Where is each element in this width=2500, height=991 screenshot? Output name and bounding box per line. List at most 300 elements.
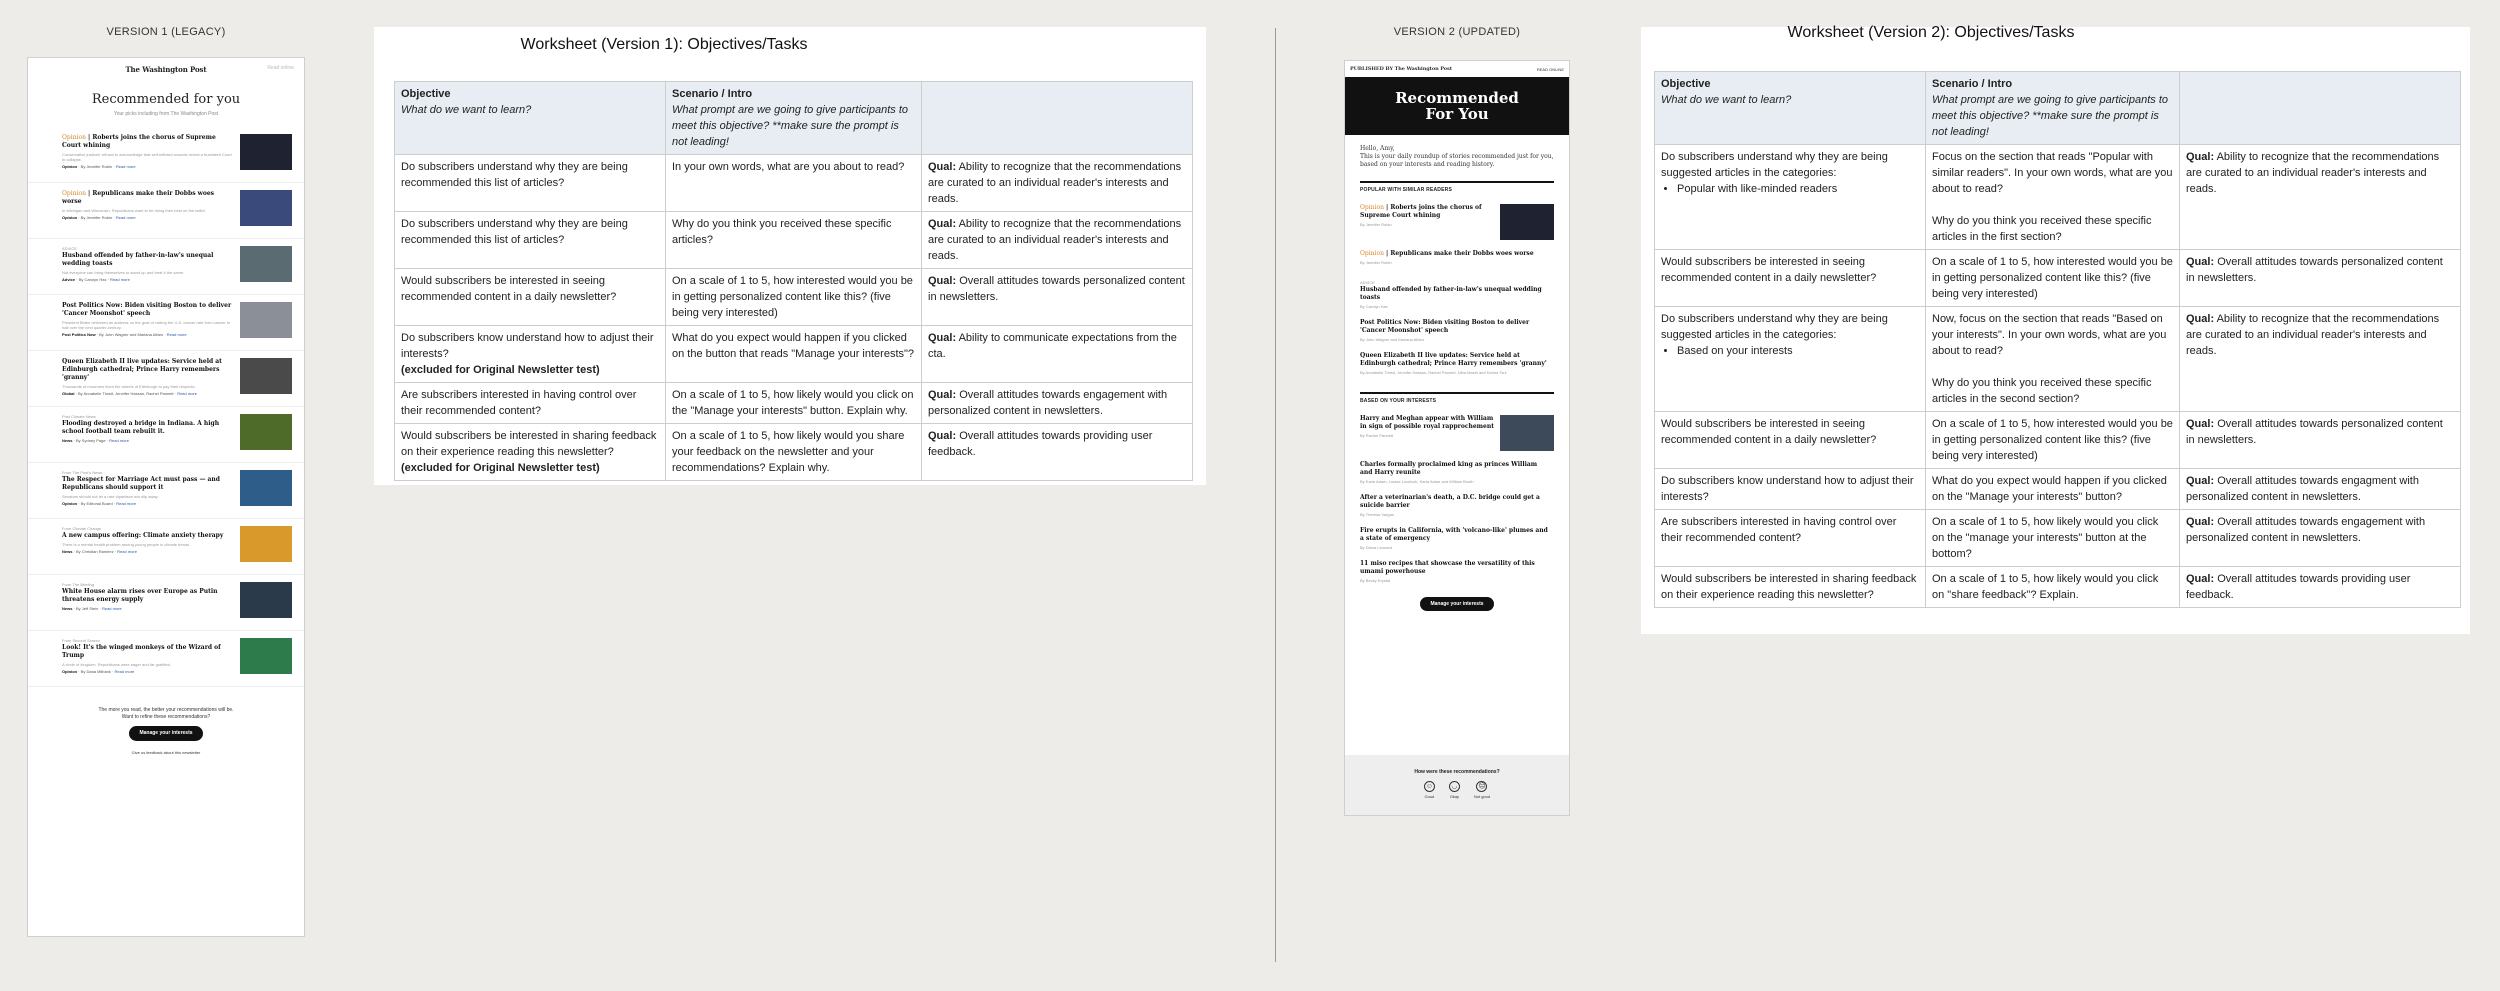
objective-cell [1655,567,1926,608]
qual-label: Qual: [928,430,957,442]
qual-text: Overall attitudes towards personalized content in newsletters. [928,275,1185,303]
scenario-cell: In your own words, what are you about to read? [666,155,922,212]
headline-text: Roberts joins the chorus of Supreme Court whining [62,134,216,149]
v2-worksheet-table [1654,71,2461,608]
list-item[interactable] [28,183,304,239]
objective-note: (excluded for Original Newsletter test) [401,364,600,376]
list-item[interactable] [1360,347,1554,380]
greeting: Hello, Amy, [1360,145,1395,152]
column-header-description: What do we want to learn? [401,104,532,116]
article-headline[interactable] [62,302,232,318]
column-header [666,82,922,155]
objective-text: Are subscribers interested in having control over their recommended content? [1661,516,1897,544]
qual-cell [2180,469,2461,510]
article-section: Opinion [62,164,78,169]
qual-label: Qual: [2186,151,2215,163]
article-thumbnail [240,526,292,562]
article-byline: By John Wagner and Mariana Alfaro [1360,337,1425,342]
feedback-footer [1345,755,1569,815]
v2-worksheet-title: Worksheet (Version 2): Objectives/Tasks [1787,24,2075,41]
article-byline: By Carolyn Hax [78,277,107,282]
feedback-option-not-good[interactable] [1474,781,1490,799]
qual-text: Ability to recognize that the recommendations are curated to an individual reader's interests and reads. [2186,151,2440,195]
article-text [62,526,240,567]
scenario-text: On a scale of 1 to 5, how likely would you click on the "manage your interests" button at the bottom? [1932,516,2159,560]
article-kicker: From Climate Change [62,526,102,531]
list-item[interactable] [1360,489,1554,522]
list-item[interactable] [28,631,304,687]
article-description: Not everyone can bring themselves to stand up and treat it the same. [62,270,185,275]
list-item[interactable] [28,239,304,295]
intro-text: This is your daily roundup of stories recommended just for you, based on your interests and reading history. [1360,153,1554,168]
qual-cell [922,212,1193,269]
column-header [1655,72,1926,145]
article-byline: By Sydney Page [76,438,106,443]
qual-cell [2180,567,2461,608]
v1-email-preview [27,57,305,937]
table-row [1655,567,2461,608]
scenario-cell [1926,250,2180,307]
article-section: News [62,438,73,443]
scenario-text: On a scale of 1 to 5, how likely would you click on "share feedback"? Explain. [1932,573,2159,601]
qual-label: Qual: [928,161,957,173]
article-thumbnail [240,358,292,394]
qual-text: Ability to communicate expectations from the cta. [928,332,1177,360]
objective-cell [1655,250,1926,307]
article-headline[interactable] [62,476,232,492]
column-header-description: What do we want to learn? [1661,94,1792,106]
article-byline: By Jennifer Rubin [1360,260,1392,265]
headline-text: Post Politics Now: Biden visiting Boston to deliver 'Cancer Moonshot' speech [62,302,232,317]
article-headline[interactable]: Opinion | Roberts joins the chorus of Supreme Court whining [1360,204,1482,219]
qual-label: Qual: [2186,516,2215,528]
v2-hero-banner [1345,77,1569,135]
qual-cell [2180,412,2461,469]
qual-cell [2180,510,2461,567]
scenario-cell [1926,145,2180,250]
article-meta: Opinion · By Dana Milbank · Read more [62,669,135,674]
scenario-cell [1926,469,2180,510]
article-headline[interactable] [62,358,232,382]
footer-text-1: The more you read, the better your recommendations will be. [98,707,234,713]
headline-text: Harry and Meghan appear with William in sign of possible royal rapprochement [1360,415,1494,430]
opinion-label: Opinion [1360,204,1384,211]
qual-text: Overall attitudes towards providing user feedback. [2186,573,2411,601]
headline-text: 11 miso recipes that showcase the versatility of this umami powerhouse [1360,560,1535,575]
table-row [395,383,1193,424]
v1-worksheet [374,27,1206,485]
opinion-label: Opinion [1360,250,1384,257]
article-byline: By Jeff Stein [76,606,99,611]
article-text [1360,204,1500,240]
read-more-link[interactable]: Read more [109,438,129,443]
list-item[interactable] [28,407,304,463]
qual-text: Overall attitudes towards engagement with personalized content in newsletters. [928,389,1168,417]
article-thumbnail [240,302,292,338]
article-headline[interactable] [62,588,232,604]
article-kicker: From Second Screen [62,638,100,643]
read-more-link[interactable]: Read more [166,332,187,337]
v2-email-preview [1344,60,1570,816]
table-header-row [395,82,1193,155]
article-thumbnail [240,414,292,450]
qual-text: Ability to recognize that the recommendations are curated to an individual reader's interests and reads. [928,161,1182,205]
article-thumbnail [1500,415,1554,451]
read-more-link[interactable]: Read more [116,501,137,506]
article-headline[interactable] [1360,286,1549,302]
article-kicker: From The Post's News [62,470,103,475]
list-item[interactable] [1360,314,1554,347]
read-more-link[interactable]: Read more [117,549,137,554]
manage-interests-button[interactable]: Manage your interests [129,726,202,741]
scenario-text: Now, focus on the section that reads "Based on your interests". In your own words, what are you about to read? [1932,313,2167,357]
column-header-description: What prompt are we going to give participants to meet this objective? **make sure the prompt is not leading! [672,104,909,148]
article-meta: Global · By Annabelle Timsit, Jennifer Hassan, Rachel Pannett · Read more [62,391,197,396]
article-headline[interactable] [62,252,232,268]
qual-text: Overall attitudes towards engagment with personalized content in newsletters. [2186,475,2419,503]
v1-email-title: Recommended for you [91,92,241,107]
column-header-description: What prompt are we going to give participants to meet this objective? **make sure the prompt is not leading! [1932,94,2169,138]
face-icon: ☺ [1425,783,1433,790]
article-byline: By Dana Milbank [80,669,111,674]
objective-text: Would subscribers be interested in sharing feedback on their experience reading this newsletter? [401,430,657,458]
list-item[interactable] [28,295,304,351]
opinion-label: Opinion [62,134,86,141]
article-byline: By Jennifer Rubin [80,215,113,220]
article-byline: By Editorial Board [80,501,113,506]
column-header-title: Objective [1661,78,1711,90]
list-item[interactable] [1360,555,1554,588]
list-item[interactable] [28,463,304,519]
article-headline[interactable]: Opinion | Republicans make their Dobbs woes worse [1360,250,1534,257]
article-meta: Opinion · By Jennifer Rubin · Read more [62,215,136,220]
read-more-link[interactable]: Read more [177,391,197,396]
v1-email-header [28,58,304,80]
scenario-text: On a scale of 1 to 5, how interested would you be in getting personalized content like this? (five being very interested) [1932,256,2173,300]
headline-text: A new campus offering: Climate anxiety therapy [62,532,224,539]
feedback-option-okay[interactable] [1449,781,1460,799]
article-headline[interactable] [1360,560,1549,576]
qual-text: Overall attitudes towards providing user feedback. [928,430,1153,458]
objective-text: Do subscribers understand why they are being suggested articles in the categories: [1661,313,1888,341]
read-online-link[interactable]: READ ONLINE [1536,66,1564,72]
headline-text: Husband offended by father-in-law's unequal wedding toasts [1360,286,1542,301]
scenario-cell: What do you expect would happen if you clicked on the button that reads "Manage your interests"? [666,326,922,383]
article-byline: By Annabelle Timsit, Jennifer Hassan, Rachel Pannett [78,391,174,396]
article-thumbnail [240,134,292,170]
scenario-followup: Why do you think you received these specific articles in the second section? [1932,377,2152,405]
read-more-link[interactable]: Read more [101,606,122,611]
qual-cell [922,424,1193,481]
qual-cell [2180,307,2461,412]
table-row [395,424,1193,481]
article-meta: Opinion · By Jennifer Rubin · Read more [62,164,136,169]
qual-text: Ability to recognize that the recommendations are curated to an individual reader's interests and reads. [928,218,1182,262]
article-headline[interactable] [1360,461,1549,477]
column-header-title: Scenario / Intro [672,88,753,100]
qual-cell [922,269,1193,326]
article-thumbnail [1500,204,1554,240]
article-description: Thousands of mourners lined the streets of Edinburgh to pay their respects. [62,384,196,389]
objective-note: (excluded for Original Newsletter test) [401,462,600,474]
article-description: Conservative justices' refusal to acknowledge that self-inflicted wounds reveal a frustrated Court in collapse. [62,152,232,162]
qual-cell [922,155,1193,212]
headline-text: Husband offended by father-in-law's unequal wedding toasts [62,252,214,267]
list-item[interactable] [1360,456,1554,489]
headline-text: Look! It's the winged monkeys of the Wizard of Trump [62,644,221,659]
article-section: Opinion [62,669,78,674]
qual-label: Qual: [928,218,957,230]
scenario-cell: Why do you think you received these specific articles? [666,212,922,269]
headline-text: Post Politics Now: Biden visiting Boston to deliver 'Cancer Moonshot' speech [1360,319,1530,334]
article-meta: News · By Jeff Stein · Read more [62,606,122,611]
objective-text: Do subscribers understand why they are being suggested articles in the categories: [1661,151,1888,179]
v1-frame-label: VERSION 1 (LEGACY) [106,26,226,38]
article-headline[interactable] [1360,415,1495,431]
article-text [1360,319,1554,342]
article-thumbnail [240,190,292,226]
article-section: Post Politics Now [62,332,96,337]
objective-cell [395,383,666,424]
v2-frame-label: VERSION 2 (UPDATED) [1393,26,1521,38]
article-headline[interactable] [1360,494,1549,510]
article-headline[interactable] [62,532,232,540]
headline-text: Queen Elizabeth II live updates: Service held at Edinburgh cathedral; Prince Harry remembers 'granny' [62,358,222,381]
popular-article-list [1360,199,1554,380]
column-header [395,82,666,155]
feedback-option-good[interactable] [1424,781,1435,799]
article-text [62,358,240,399]
headline-text: Queen Elizabeth II live updates: Service held at Edinburgh cathedral; Prince Harry remembers 'granny' [1360,352,1547,367]
v1-email-footer [28,707,304,756]
article-meta: News · By Christian Ramirez · Read more [62,549,137,554]
article-kicker: From The Briefing [62,582,94,587]
face-label: Not good [1473,794,1491,799]
article-thumbnail [240,470,292,506]
article-byline: By Christian Ramirez [76,549,114,554]
face-label: Okay [1449,794,1460,799]
article-headline[interactable] [62,420,232,436]
article-kicker: ADVICE [1360,280,1375,285]
column-header [2180,72,2461,145]
objective-cell [395,424,666,481]
article-meta: Post Politics Now · By John Wagner and Mariana Alfaro · Read more [62,332,187,337]
article-byline: By Jennifer Rubin [80,164,113,169]
v2-email-header [1345,61,1569,77]
qual-text: Overall attitudes towards engagement with personalized content in newsletters. [2186,516,2426,544]
v1-email-subtitle: Your picks including from The Washington Post [113,111,219,117]
category-bullet: • Based on your interests [1677,343,1919,359]
face-label: Good [1424,794,1435,799]
objective-text: Do subscribers understand why they are being recommended this list of articles? [401,218,628,246]
opinion-label: Opinion [62,190,86,197]
article-text [62,134,240,175]
wapo-logo: The Washington Post [125,64,207,74]
column-header [1926,72,2180,145]
article-section: Opinion [62,215,78,220]
objective-cell [1655,412,1926,469]
scenario-text: What do you expect would happen if you clicked on the "Manage your interests" button? [1932,475,2167,503]
article-meta: Opinion · By Editorial Board · Read more [62,501,137,506]
objective-cell [1655,307,1926,412]
read-more-link[interactable]: Read more [114,669,135,674]
hero-title-line-2: For You [1425,105,1489,123]
article-text [62,414,240,455]
table-row [395,269,1193,326]
article-section: Global [62,391,75,396]
article-headline[interactable] [62,644,232,660]
hero-title-line-1: Recommended [1395,89,1519,107]
section-heading-popular: POPULAR WITH SIMILAR READERS [1360,181,1554,193]
article-byline: By Annabelle Timsit, Jennifer Hassan, Rachel Pannett, Niha Masih and Karina Tsui [1360,370,1507,375]
list-item[interactable] [1360,199,1554,245]
objective-cell [395,326,666,383]
article-text [62,582,240,623]
scenario-cell [1926,307,2180,412]
article-text [1360,250,1554,270]
article-text [1360,560,1554,583]
list-item[interactable] [28,575,304,631]
objective-text: Would subscribers be interested in sharing feedback on their experience reading this newsletter? [1661,573,1917,601]
headline-text: Republicans make their Dobbs woes worse [62,190,215,205]
column-header-title: Scenario / Intro [1932,78,2013,90]
headline-text: Republicans make their Dobbs woes worse [1390,250,1534,257]
v2-email-body [1345,135,1569,621]
qual-cell [2180,250,2461,307]
column-header-title: Objective [401,88,451,100]
objective-text: Would subscribers be interested in seeing recommended content in a daily newsletter? [1661,256,1877,284]
table-row [395,155,1193,212]
scenario-cell: On a scale of 1 to 5, how interested would you be in getting personalized content like this? (five being very interested) [666,269,922,326]
category-bullet: • Popular with like-minded readers [1677,181,1919,197]
table-header-row [1655,72,2461,145]
article-byline: By Karla Adam, Louisa Loveluck, Karla Adam and William Booth [1360,479,1474,484]
objective-text: Would subscribers be interested in seeing recommended content in a daily newsletter? [401,275,617,303]
article-text [62,302,240,343]
list-item[interactable] [1360,410,1554,456]
scenario-followup: Why do you think you received these specific articles in the first section? [1932,215,2152,243]
article-text [62,190,240,231]
scenario-cell: On a scale of 1 to 5, how likely would you click on the "Manage your interests" button. Explain why. [666,383,922,424]
article-byline: By Diana Leonard [1360,545,1393,550]
article-thumbnail [240,638,292,674]
table-row [1655,145,2461,250]
article-byline: By Rachel Pannett [1360,433,1394,438]
objective-cell [1655,469,1926,510]
qual-text: Overall attitudes towards personalized content in newsletters. [2186,418,2443,446]
article-section: News [62,549,73,554]
headline-text: Fire erupts in California, with 'volcano-like' plumes and a state of emergency [1360,527,1548,542]
objective-text: Do subscribers know understand how to adjust their interests? [401,332,654,360]
objective-cell [395,212,666,269]
list-item[interactable] [1360,275,1554,314]
read-online-link[interactable]: Read online [267,65,294,71]
table-row [1655,307,2461,412]
article-text [62,246,240,287]
face-icon: ☹ [1478,783,1486,790]
scenario-cell: On a scale of 1 to 5, how likely would you share your feedback on the newsletter and your recommendations? Explain why. [666,424,922,481]
article-section: Advice [62,277,76,282]
headline-text: Flooding destroyed a bridge in Indiana. A high school football team rebuilt it. [62,420,220,435]
qual-label: Qual: [2186,256,2215,268]
scenario-text: On a scale of 1 to 5, how interested would you be in getting personalized content like this? (five being very interested) [1932,418,2173,462]
manage-interests-button[interactable]: Manage your interests [1420,597,1493,611]
objective-cell [1655,510,1926,567]
objective-text: Are subscribers interested in having control over their recommended content? [401,389,637,417]
article-kicker: ADVICE [62,246,77,251]
qual-text: Overall attitudes towards personalized content in newsletters. [2186,256,2443,284]
table-row [1655,412,2461,469]
read-more-link[interactable]: Read more [110,277,130,282]
article-text [62,470,240,511]
article-headline[interactable] [1360,352,1549,368]
objective-text: Would subscribers be interested in seeing recommended content in a daily newsletter? [1661,418,1877,446]
list-item[interactable] [28,127,304,183]
article-byline: By Becky Krystal [1360,578,1391,583]
scenario-cell [1926,510,2180,567]
list-item[interactable] [1360,522,1554,555]
list-item[interactable] [28,351,304,407]
objective-cell [395,155,666,212]
qual-label: Qual: [928,332,957,344]
table-row [1655,510,2461,567]
qual-label: Qual: [2186,313,2215,325]
scenario-cell [1926,412,2180,469]
v1-worksheet-table [394,81,1193,481]
qual-text: Ability to recognize that the recommendations are curated to an individual reader's interests and reads. [2186,313,2440,357]
article-headline[interactable] [1360,319,1549,335]
article-meta: Advice · By Carolyn Hax · Read more [62,277,130,282]
headline-text: The Respect for Marriage Act must pass — and Republicans should support it [62,476,220,491]
feedback-question: How were these recommendations? [1414,769,1500,775]
scenario-cell [1926,567,2180,608]
article-thumbnail [240,246,292,282]
objective-cell [395,269,666,326]
objective-text: Do subscribers know understand how to adjust their interests? [1661,475,1914,503]
article-thumbnail [240,582,292,618]
read-more-link[interactable]: Read more [115,215,136,220]
read-more-link[interactable]: Read more [115,164,136,169]
headline-text: Roberts joins the chorus of Supreme Court whining [1360,204,1482,219]
article-section: Opinion [62,501,78,506]
article-headline[interactable]: Opinion | Roberts joins the chorus of Supreme Court whining [62,134,216,149]
article-kicker: Post Climate News [62,414,96,419]
published-by-logo: PUBLISHED BY The Washington Post [1350,66,1452,72]
feedback-link[interactable]: Give us feedback about this newsletter [131,750,201,755]
table-row [395,326,1193,383]
article-text [62,638,240,679]
headline-text: After a veterinarian's death, a D.C. bridge could get a suicide barrier [1360,494,1540,509]
qual-label: Qual: [2186,475,2215,487]
article-description: A circle of kingdom. Republicans were eager and far gratified. [62,662,171,667]
qual-label: Qual: [2186,418,2215,430]
table-row [395,212,1193,269]
table-row [1655,469,2461,510]
article-text [1360,280,1554,309]
qual-label: Qual: [928,275,957,287]
article-headline[interactable]: Opinion | Republicans make their Dobbs woes worse [62,190,215,205]
qual-label: Qual: [928,389,957,401]
list-item[interactable] [28,519,304,575]
qual-cell [2180,145,2461,250]
article-headline[interactable] [1360,527,1549,543]
article-text [1360,494,1554,517]
list-item[interactable] [1360,245,1554,275]
scenario-text: Focus on the section that reads "Popular with similar readers". In your own words, what are you about to read? [1932,151,2173,195]
article-byline: By Carolyn Hax [1360,304,1388,309]
v2-worksheet [1641,24,2470,634]
headline-text: White House alarm rises over Europe as Putin threatens energy supply [62,588,218,603]
